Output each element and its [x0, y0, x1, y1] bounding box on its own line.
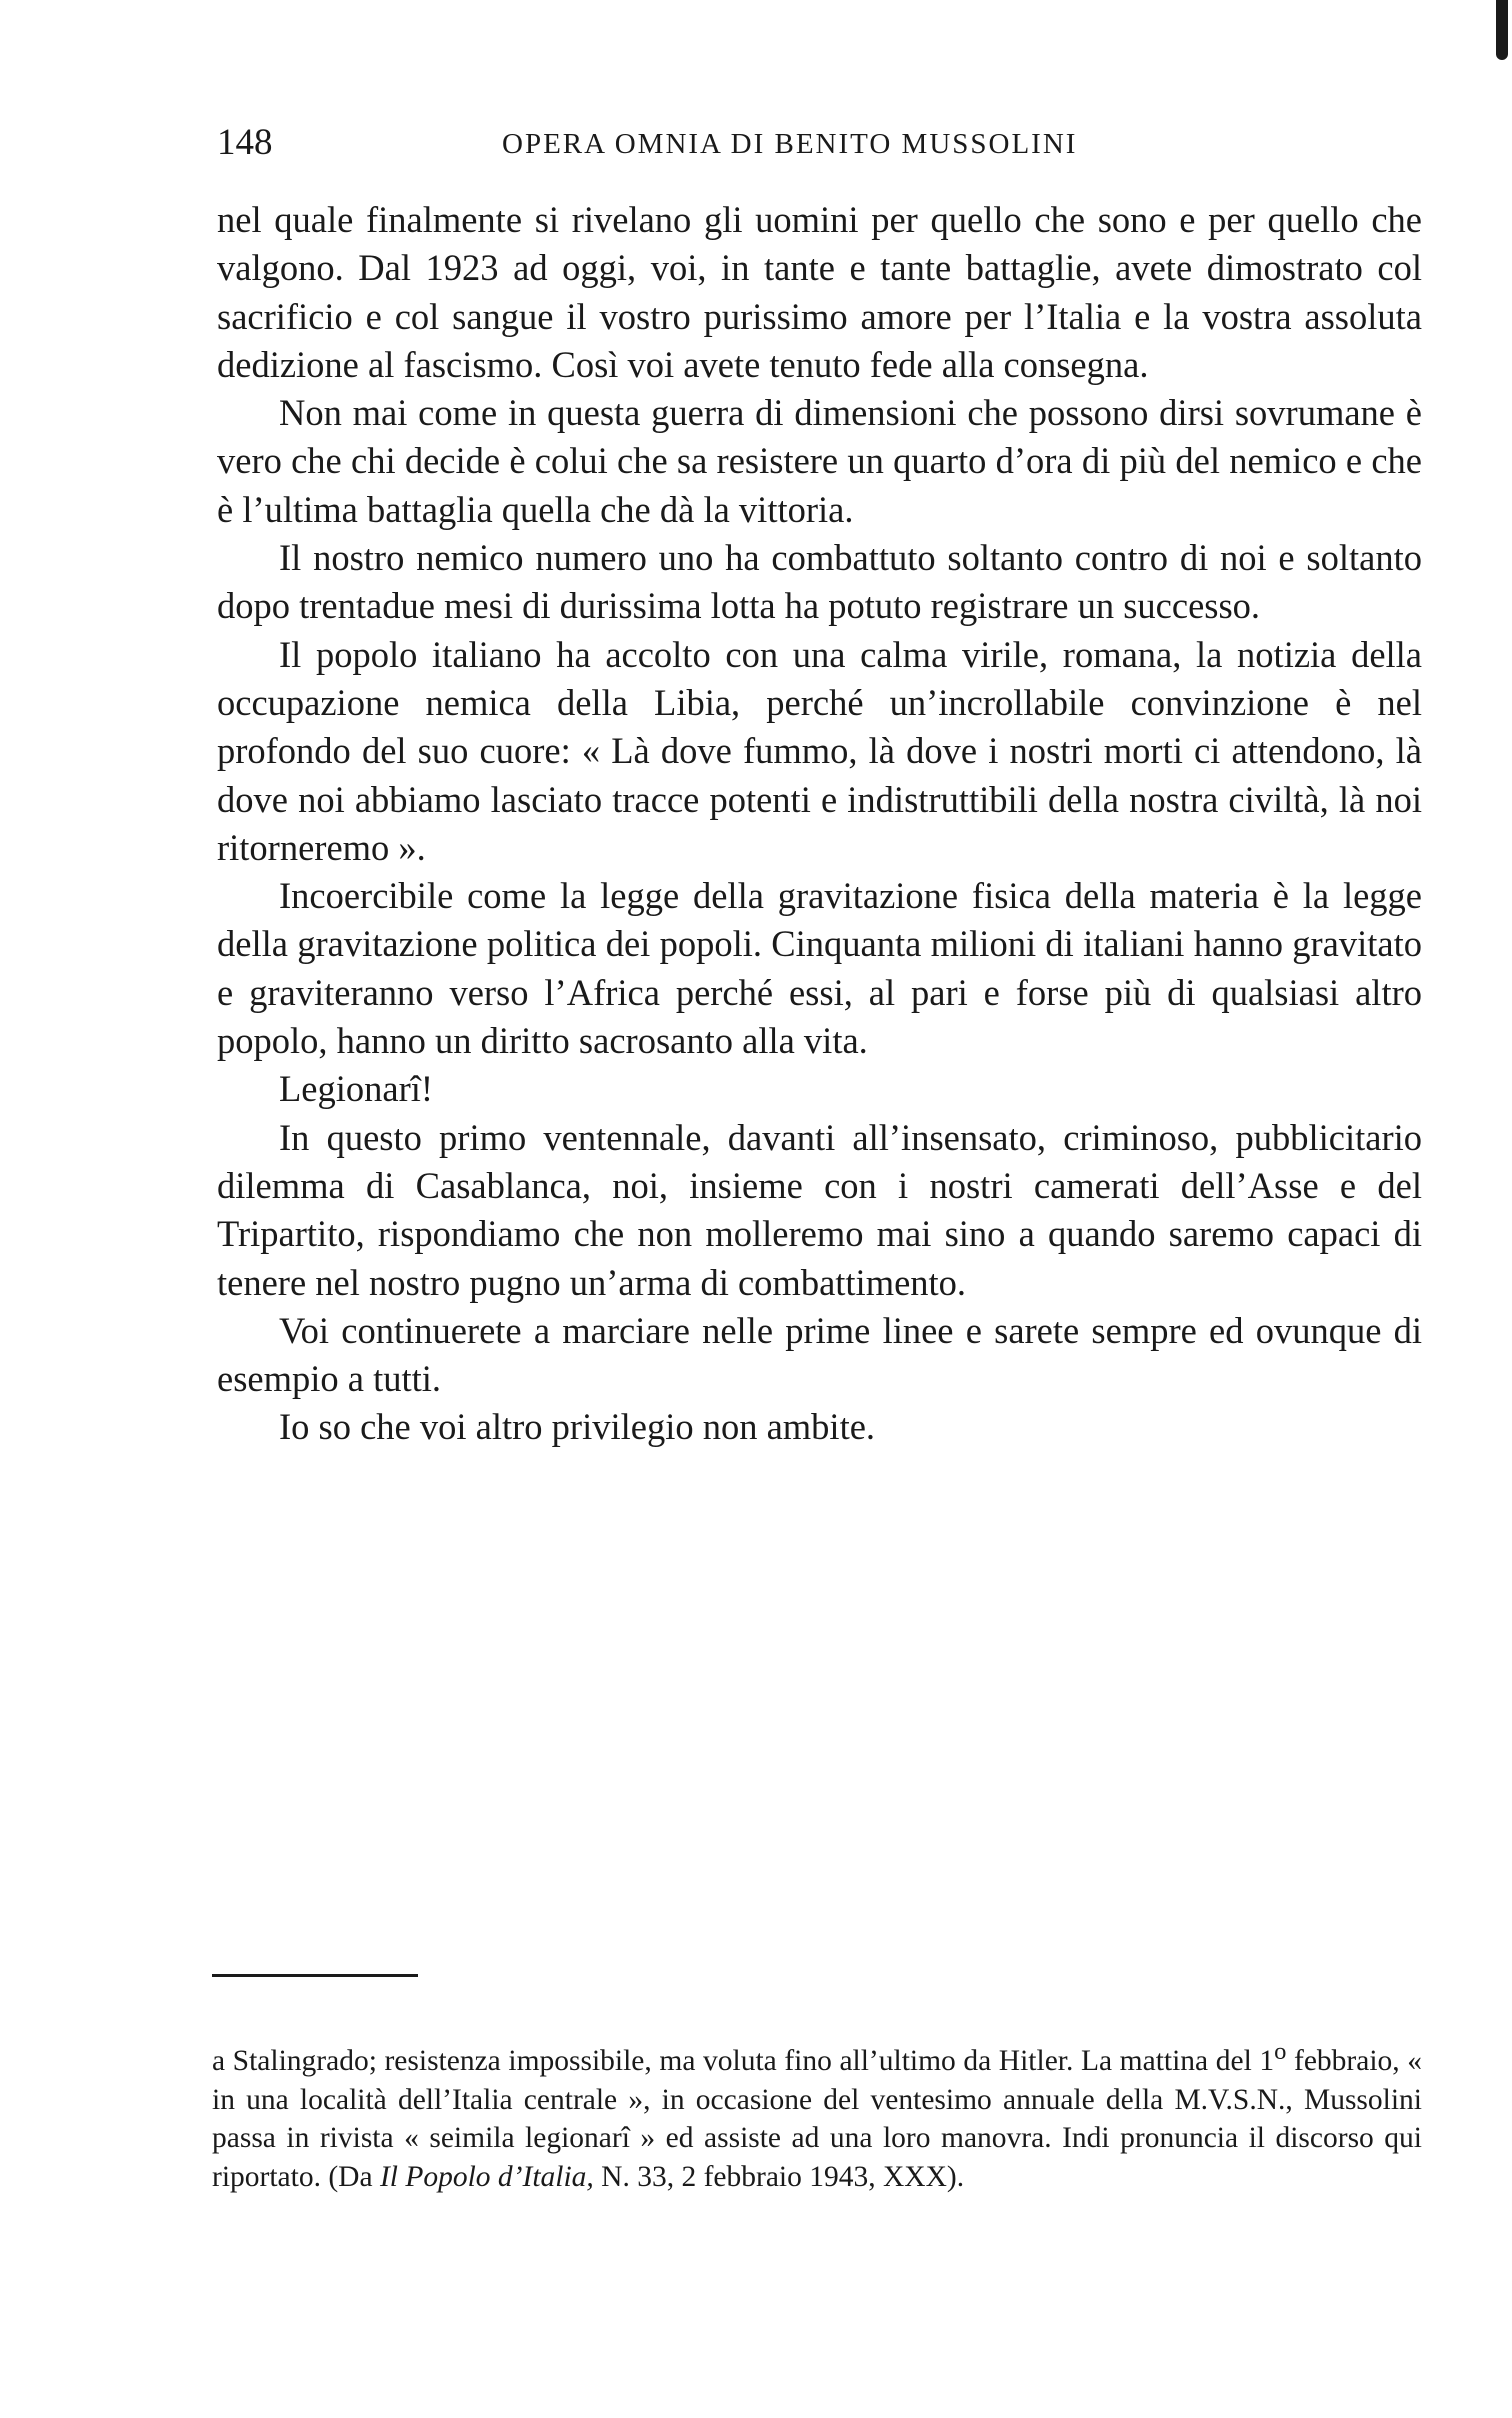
- running-title: OPERA OMNIA DI BENITO MUSSOLINI: [502, 128, 1078, 160]
- paragraph-9: Io so che voi altro privilegio non ambite.: [279, 1406, 876, 1448]
- footnote: [212, 2033, 1422, 2197]
- paragraph-2: Non mai come in questa guerra di dimensioni che possono dirsi sovrumane è vero che chi decide è colui che sa resistere un quarto d’ora di più del nemico e che è l’ultima battaglia quella che dà la vittoria.: [217, 392, 1422, 530]
- paragraph-5: Incoercibile come la legge della gravitazione fisica della materia è la legge della gravitazione politica dei popoli. Cinquanta milioni di italiani hanno gravitato e graviteranno verso l’Africa perché essi, al pari e forse più di qualsiasi altro popolo, hanno un diritto sacrosanto alla vita.: [217, 875, 1422, 1062]
- footnote-text-1: a Stalingrado; resistenza impossibile, ma voluta fino all’ultimo da Hitler. La mattina del 1: [212, 2044, 1275, 2077]
- page-edge-mark: [1496, 0, 1508, 60]
- footnote-rule: [212, 1974, 418, 1977]
- footnote-text-3: N. 33, 2 febbraio 1943, XXX).: [593, 2161, 965, 2194]
- paragraph-6: Legionarî!: [279, 1068, 434, 1110]
- running-head: [217, 118, 1422, 168]
- footnote-paragraph: [212, 2033, 1422, 2197]
- footnote-superscript: o: [1274, 2038, 1287, 2065]
- footnote-source-title: Il Popolo d’Italia,: [379, 2161, 594, 2194]
- paragraph-1: nel quale finalmente si rivelano gli uomini per quello che sono e per quello che valgono. Dal 1923 ad oggi, voi, in tante e tante battaglie, avete dimostrato col sacrificio e col sangue il vostro purissimo amore per l’Italia e la vostra assoluta dedizione al fascismo. Così voi avete tenuto fede alla consegna.: [217, 199, 1422, 385]
- page-number: 148: [217, 122, 273, 163]
- footnote-text-2: febbraio, « in una località dell’Italia centrale », in occasione del ventesimo annuale della M.V.S.N., Mussolini passa in rivista « seimila legionarî » ed assiste ad una loro manovra. Indi pronuncia il discorso qui riportato. (Da: [212, 2044, 1422, 2194]
- body-text: [217, 196, 1422, 1452]
- paragraph-7: In questo primo ventennale, davanti all’insensato, criminoso, pubblicitario dilemma di Casablanca, noi, insieme con i nostri camerati dell’Asse e del Tripartito, rispondiamo che non molleremo mai sino a quando saremo capaci di tenere nel nostro pugno un’arma di combattimento.: [217, 1116, 1422, 1303]
- paragraph-8: Voi continuerete a marciare nelle prime linee e sarete sempre ed ovunque di esempio a tutti.: [217, 1309, 1422, 1400]
- paragraph-3: Il nostro nemico numero uno ha combattuto soltanto contro di noi e soltanto dopo trentadue mesi di durissima lotta ha potuto registrare un successo.: [217, 537, 1422, 627]
- paragraph-4: Il popolo italiano ha accolto con una calma virile, romana, la notizia della occupazione nemica della Libia, perché un’incrollabile convinzione è nel profondo del suo cuore: « Là dove fummo, là dove i nostri morti ci attendono, là dove noi abbiamo lasciato tracce potenti e indistruttibili della nostra civiltà, là noi ritorneremo ».: [217, 633, 1422, 868]
